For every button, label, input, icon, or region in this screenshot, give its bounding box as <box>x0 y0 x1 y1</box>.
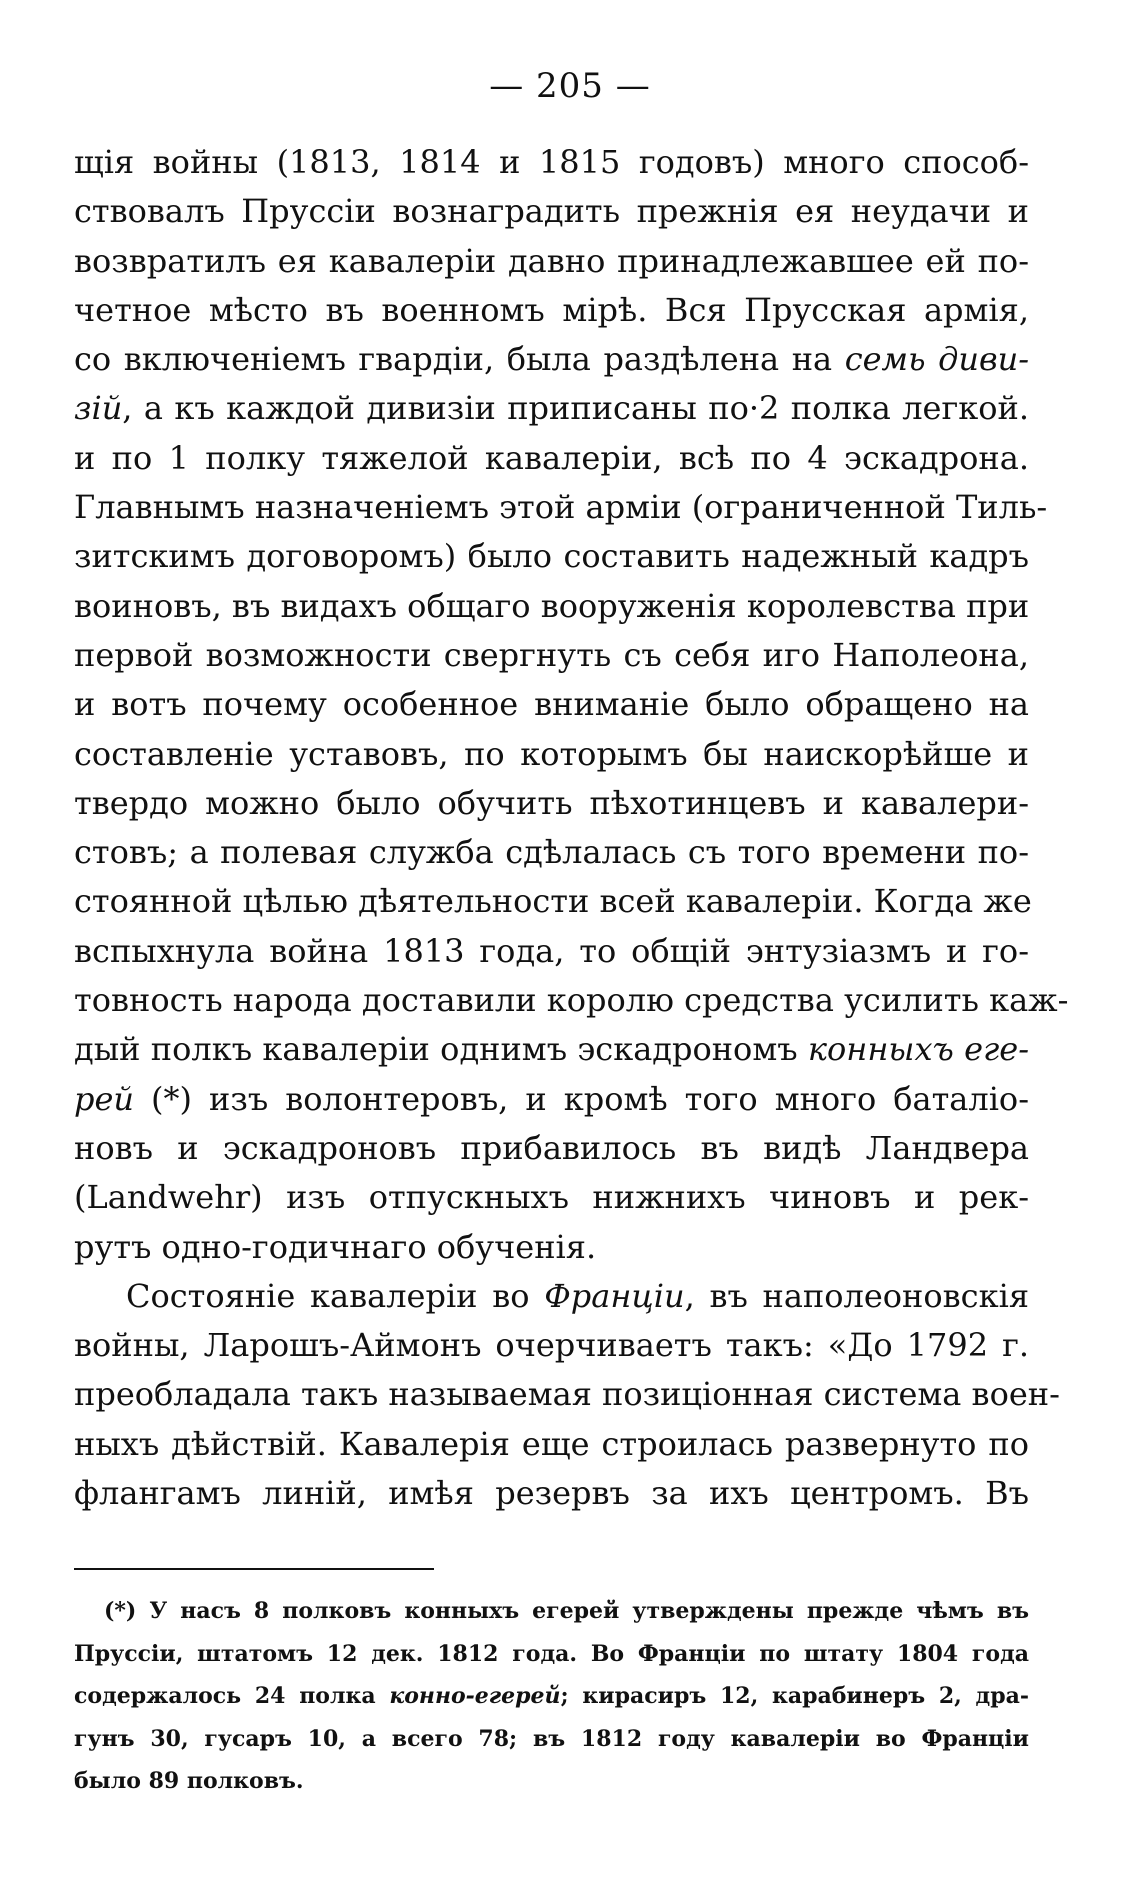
italic-run: конныхъ еге- <box>807 1030 1030 1069</box>
text-line: ныхъ дѣйствій. Кавалерія еще строилась развернуто по <box>74 1424 1029 1463</box>
text-line: составленіе уставовъ, по которымъ бы наискорѣйше и <box>74 734 1029 773</box>
text-line: стовъ; а полевая служба сдѣлалась съ того времени по- <box>74 833 1029 872</box>
italic-run: Франціи <box>544 1276 685 1315</box>
italic-run: рей <box>74 1079 135 1118</box>
text-line: стоянной цѣлью дѣятельности всей кавалеріи. Когда же <box>74 882 1032 921</box>
italic-run: семь диви- <box>844 340 1030 379</box>
text-run: со включеніемъ гвардіи, была раздѣлена на <box>74 340 845 379</box>
text-line: и по 1 полку тяжелой кавалеріи, всѣ по 4 эскадрона. <box>74 438 1029 477</box>
text-line: войны, Ларошъ-Аймонъ очерчиваетъ такъ: «До 1792 г. <box>74 1326 1029 1365</box>
text-line <box>74 1272 1029 1321</box>
footnote-line: было 89 полковъ. <box>74 1768 304 1794</box>
text-line: возвратилъ ея кавалеріи давно принадлежавшее ей по- <box>74 241 1029 280</box>
text-run: содержалось 24 полка <box>74 1683 390 1709</box>
text-line: щія войны (1813, 1814 и 1815 годовъ) много способ- <box>74 143 1029 181</box>
italic-run: зій <box>74 389 123 428</box>
text-line: ствовалъ Пруссіи вознаградить прежнія ея неудачи и <box>74 192 1029 231</box>
text-run: Состояніе кавалеріи во <box>126 1276 545 1315</box>
text-line: рутъ одно-годичнаго обученія. <box>74 1227 597 1266</box>
text-line: четное мѣсто въ военномъ мірѣ. Вся Прусская армія, <box>74 290 1029 329</box>
text-line <box>74 384 1029 433</box>
text-line: новъ и эскадроновъ прибавилось въ видѣ Ландвера <box>74 1128 1029 1167</box>
body-text <box>74 138 1069 1518</box>
page-number: — 205 — <box>489 66 651 106</box>
text-run: ; кирасиръ 12, карабинеръ 2, дра- <box>560 1683 1029 1709</box>
text-line: зитскимъ договоромъ) было составить надежный кадръ <box>74 537 1029 576</box>
text-run: , въ наполеоновскія <box>684 1276 1030 1315</box>
text-line: вспыхнула война 1813 года, то общій энтузіазмъ и го- <box>74 931 1029 970</box>
text-line: первой возможности свергнуть съ себя иго Наполеона, <box>74 635 1029 674</box>
text-line <box>74 1025 1029 1074</box>
footnote-line: (*) У насъ 8 полковъ конныхъ егерей утверждены прежде чѣмъ въ <box>104 1598 1029 1624</box>
text-run: , а къ каждой дивизіи приписаны по·2 полка легкой. <box>122 389 1029 428</box>
footnote-line: Пруссіи, штатомъ 12 дек. 1812 года. Во Франціи по штату 1804 года <box>74 1640 1029 1667</box>
text-line: воиновъ, въ видахъ общаго вооруженія королевства при <box>74 586 1030 625</box>
text-line: флангамъ линій, имѣя резервъ за ихъ центромъ. Въ <box>74 1474 1029 1513</box>
footnote-line: гунъ 30, гусаръ 10, а всего 78; въ 1812 году кавалеріи во Франціи <box>74 1725 1029 1752</box>
text-line: твердо можно было обучить пѣхотинцевъ и кавалери- <box>74 783 1029 822</box>
text-run: (*) изъ волонтеровъ, и кромѣ того много баталіо- <box>134 1079 1029 1118</box>
text-line: Главнымъ назначеніемъ этой арміи (ограниченной Тиль- <box>74 488 1048 527</box>
text-line: и вотъ почему особенное вниманіе было обращено на <box>74 685 1029 724</box>
text-line <box>74 335 1029 384</box>
text-line: (Landwehr) изъ отпускныхъ нижнихъ чиновъ и рек- <box>74 1178 1029 1217</box>
footnote-line <box>74 1675 1029 1718</box>
text-run: дый полкъ кавалеріи однимъ эскадрономъ <box>74 1030 808 1069</box>
text-line: товность народа доставили королю средства усилить каж- <box>74 981 1069 1020</box>
text-line <box>74 1075 1029 1124</box>
text-line: преобладала такъ называемая позиціонная система воен- <box>74 1375 1060 1414</box>
italic-run: конно-егерей <box>389 1683 561 1709</box>
footnote <box>74 1590 1029 1803</box>
footnote-divider <box>74 1568 434 1570</box>
